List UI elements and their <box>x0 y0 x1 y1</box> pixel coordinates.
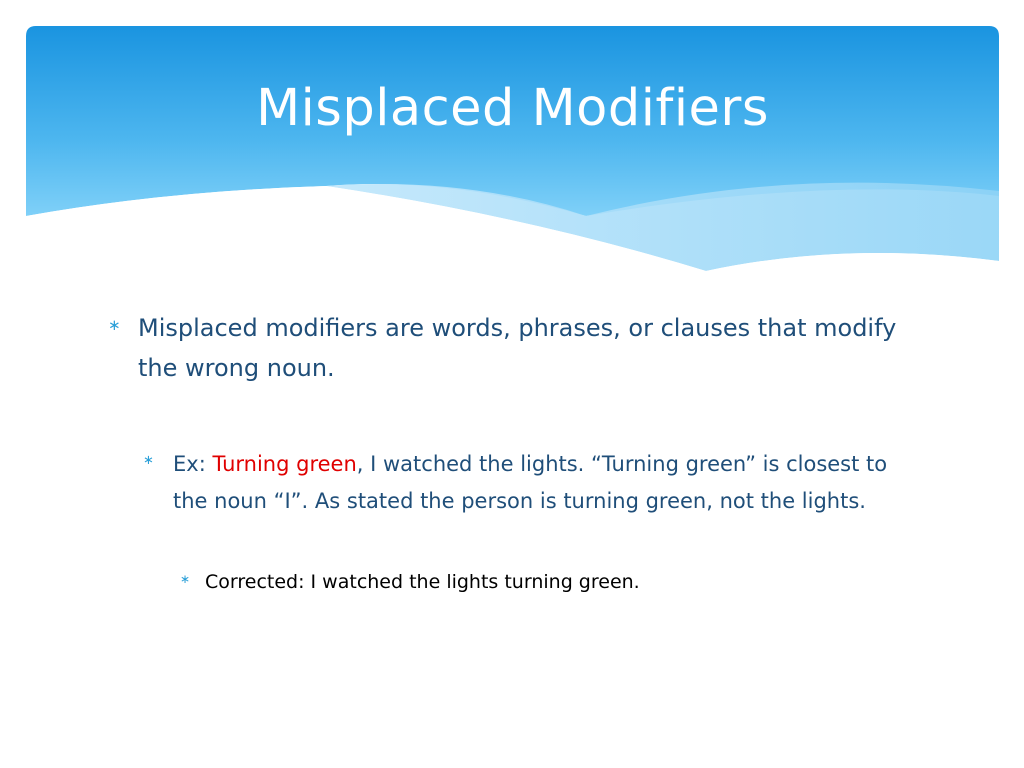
bullet-level-2-text <box>173 446 928 520</box>
bullet-level-1-text: Misplaced modifiers are words, phrases, or clauses that modify the wrong noun. <box>138 314 897 382</box>
asterisk-bullet-icon: ∗ <box>108 316 121 334</box>
corrected-text: Corrected: I watched the lights turning green. <box>205 571 640 593</box>
example-highlight: Turning green <box>212 452 357 476</box>
bullet-level-3 <box>180 567 940 597</box>
bullet-level-2 <box>143 446 933 520</box>
asterisk-bullet-icon: ∗ <box>180 572 191 586</box>
asterisk-bullet-icon: ∗ <box>143 453 154 468</box>
header-band <box>26 26 999 286</box>
example-rest: , I watched the lights. “Turning green” is closest to the noun “I”. As stated the person is turning green, not the lights. <box>173 452 888 513</box>
example-prefix: Ex: <box>173 452 213 476</box>
bullet-level-1 <box>108 308 908 388</box>
slide-title: Misplaced Modifiers <box>256 79 769 138</box>
header-wave-graphic <box>26 26 999 286</box>
